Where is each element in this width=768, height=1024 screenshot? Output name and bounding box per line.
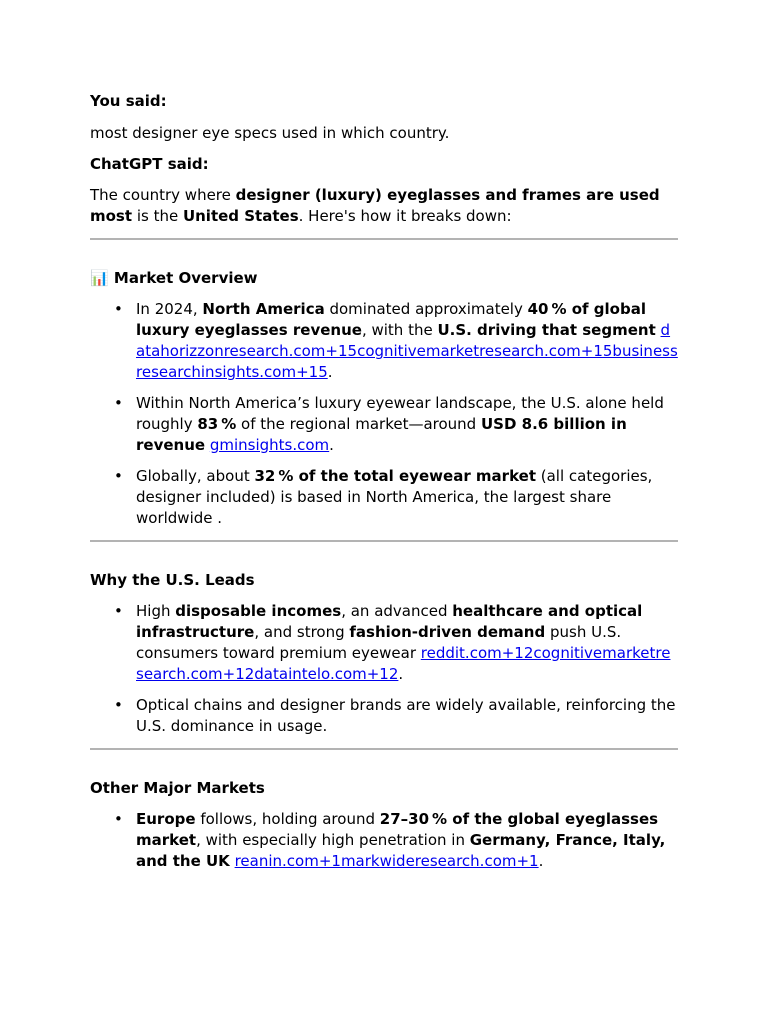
bullet: •	[114, 300, 123, 318]
list-item	[114, 466, 678, 529]
divider	[90, 238, 678, 240]
bold-text: North America	[202, 300, 325, 318]
text: push U.S. consumers toward premium eyewear	[136, 623, 622, 662]
text: Optical chains and designer brands are widely available, reinforcing the U.S. dominance in usage.	[136, 696, 676, 735]
text: of the regional market—around	[236, 415, 481, 433]
divider	[90, 748, 678, 750]
chatgpt-said-label: ChatGPT said:	[90, 155, 209, 173]
source-link[interactable]: reddit.com+12cognitivemarketresearch.com+12dataintelo.com+12	[136, 644, 671, 683]
source-link[interactable]: datahorizzonresearch.com+15cognitivemarketresearch.com+15businessresearchinsights.com+15	[136, 321, 678, 381]
section-heading-other-markets: Other Major Markets	[90, 779, 265, 797]
list-item	[114, 695, 678, 737]
source-link[interactable]: reanin.com+1markwideresearch.com+1	[234, 852, 539, 870]
text: , an advanced	[341, 602, 453, 620]
intro-bold: designer (luxury) eyeglasses and frames are used most	[90, 186, 660, 225]
bold-text: Europe	[136, 810, 196, 828]
bold-text: Germany, France, Italy, and the UK	[136, 831, 666, 870]
bullet: •	[114, 394, 123, 412]
bold-text: USD 8.6 billion in revenue	[136, 415, 627, 454]
section-heading-market-overview: 📊 Market Overview	[90, 269, 258, 287]
bullet: •	[114, 602, 123, 620]
bold-text: 40 % of global luxury eyeglasses revenue	[136, 300, 646, 339]
source-link[interactable]: gminsights.com	[209, 436, 330, 454]
text: Within North America’s luxury eyewear landscape, the U.S. alone held roughly	[136, 394, 664, 433]
bold-text: U.S. driving that segment	[437, 321, 656, 339]
intro-text: . Here's how it breaks down:	[298, 207, 512, 225]
intro-text: The country where	[90, 186, 236, 204]
bullet: •	[114, 696, 123, 714]
bold-text: disposable incomes	[175, 602, 342, 620]
text: (all categories, designer included) is based in North America, the largest share worldwide .	[136, 467, 653, 527]
list-item	[114, 299, 678, 383]
bold-text: 32 % of the total eyewear market	[254, 467, 536, 485]
bold-text: 27–30 % of the global eyeglasses market	[136, 810, 659, 849]
intro-paragraph	[90, 185, 680, 227]
bold-text: 83 %	[197, 415, 237, 433]
text: .	[538, 852, 544, 870]
section-heading-why-us-leads: Why the U.S. Leads	[90, 571, 255, 589]
text: Globally, about	[136, 467, 255, 485]
text: High	[136, 602, 176, 620]
list-item	[114, 809, 678, 872]
bold-text: fashion-driven demand	[349, 623, 546, 641]
you-said-label: You said:	[90, 92, 167, 110]
bold-text: healthcare and optical infrastructure	[136, 602, 643, 641]
text: .	[329, 436, 334, 454]
user-question: most designer eye specs used in which country.	[90, 124, 450, 142]
text: .	[398, 665, 404, 683]
text: dominated approximately	[324, 300, 528, 318]
text: .	[327, 363, 333, 381]
list-item	[114, 393, 678, 456]
intro-text: is the	[132, 207, 183, 225]
text: , and strong	[254, 623, 350, 641]
text: , with the	[361, 321, 438, 339]
divider	[90, 540, 678, 542]
intro-bold: United States	[182, 207, 299, 225]
bullet: •	[114, 810, 123, 828]
text: , with especially high penetration in	[196, 831, 470, 849]
list-item	[114, 601, 678, 685]
text: In 2024,	[136, 300, 203, 318]
bullet: •	[114, 467, 123, 485]
text: follows, holding around	[195, 810, 380, 828]
